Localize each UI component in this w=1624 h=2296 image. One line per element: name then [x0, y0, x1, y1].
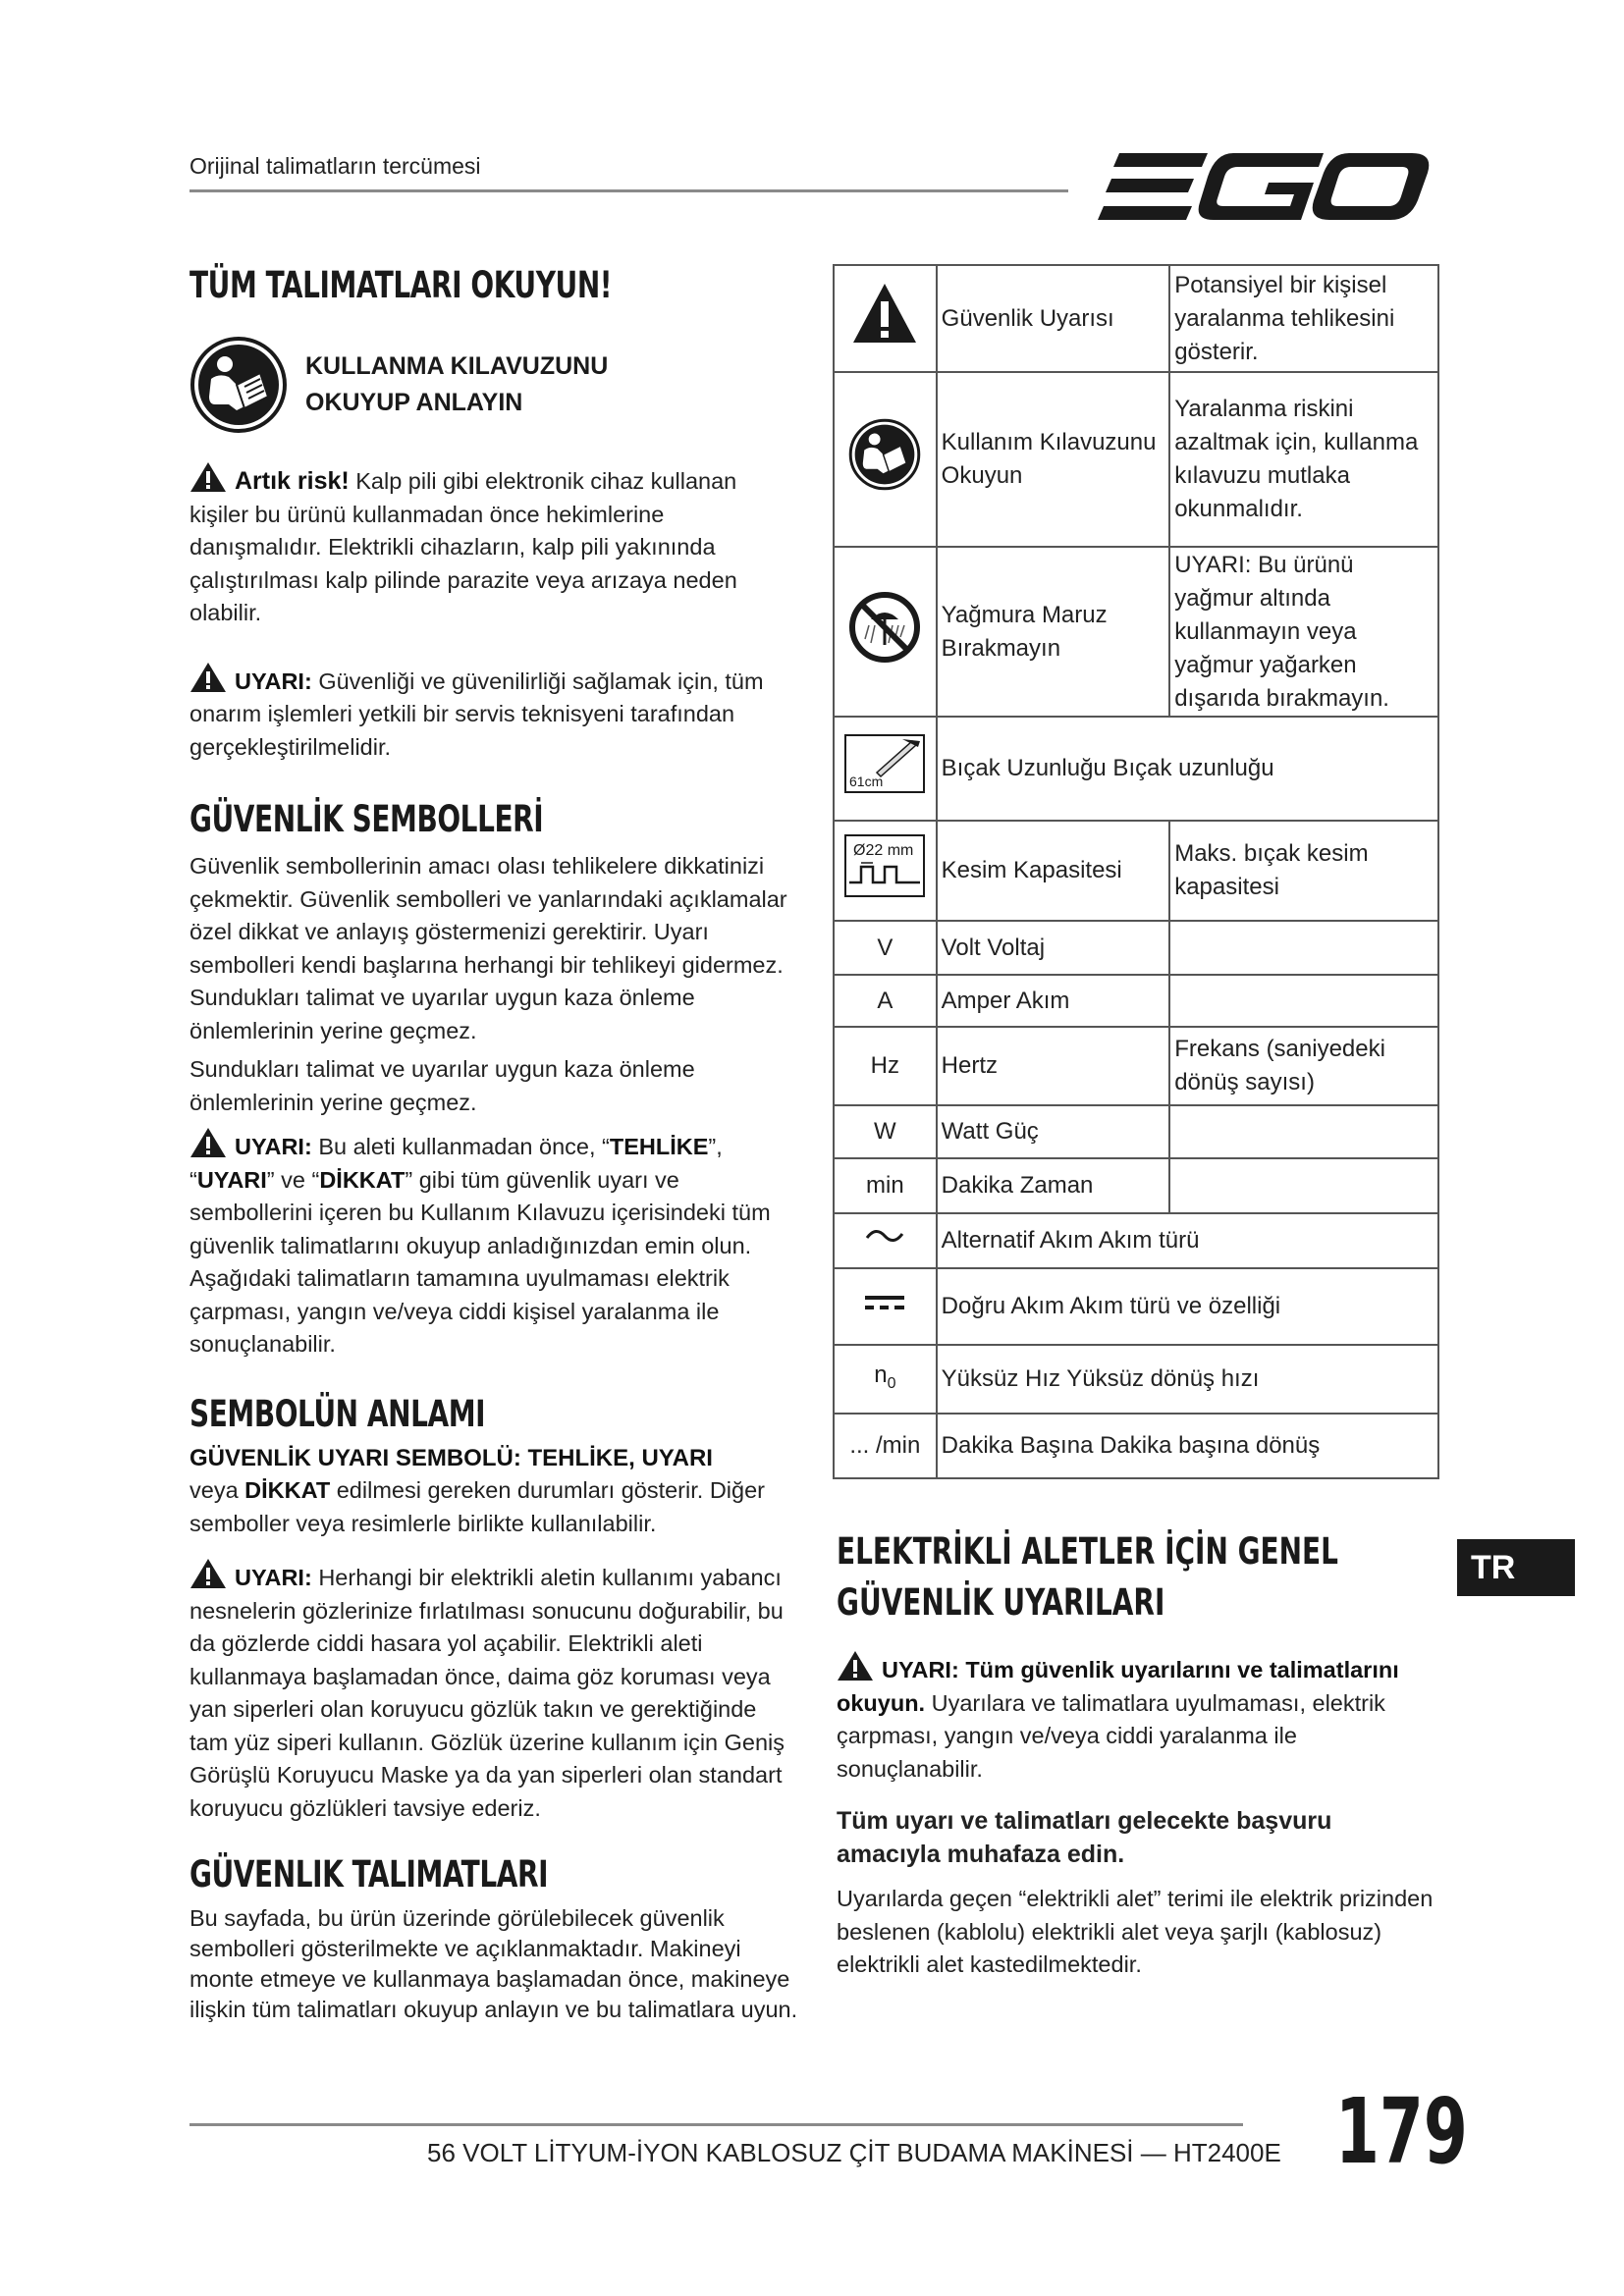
- symbol-name: Alternatif Akım Akım türü: [937, 1213, 1438, 1268]
- symbol-name: Yüksüz Hız Yüksüz dönüş hızı: [937, 1345, 1438, 1414]
- symbol-desc: Yaralanma riskini azaltmak için, kullanma kılavuzu mutlaka okunmalıdır.: [1169, 372, 1438, 547]
- table-row: [834, 1345, 1438, 1414]
- warning-term-warning: UYARI: [196, 1166, 267, 1193]
- symbol-name: Doğru Akım Akım türü ve özelliği: [937, 1268, 1438, 1345]
- symbol-code: A: [834, 975, 937, 1027]
- warning-lead: UYARI:: [235, 1134, 312, 1159]
- symbol-table: [833, 264, 1439, 1479]
- cutting-capacity-label: Ø22 mm: [853, 842, 914, 859]
- right-column: [837, 1526, 1440, 1982]
- language-badge: TR: [1457, 1539, 1575, 1596]
- safety-alert-icon: [850, 280, 919, 348]
- table-row: [834, 1105, 1438, 1158]
- symbol-desc: Potansiyel bir kişisel yaralanma tehlikesini gösterir.: [1169, 265, 1438, 372]
- symbol-code: Hz: [834, 1027, 937, 1105]
- symbol-code: min: [834, 1158, 937, 1213]
- warning-eye-protection-paragraph: [189, 1558, 798, 1825]
- warning-triangle-icon: [189, 1558, 227, 1589]
- symbol-meaning-a: veya: [189, 1477, 245, 1503]
- table-row: [834, 821, 1438, 921]
- blade-length-icon: [843, 733, 926, 794]
- symbol-name: Kesim Kapasitesi: [937, 821, 1170, 921]
- page-number: 179: [1335, 2079, 1468, 2184]
- safety-symbols-paragraph: Güvenlik sembollerinin amacı olası tehlikelere dikkatinizi çekmektir. Güvenlik sembolleri ve yanlarındaki açıklamalar özel dikkat ve anlayış göstermenizi gerektirir. Uyarı sembolleri kendi başlarına herhangi bir tehlikeyi gidermez. Sundukları talimat ve uyarılar uygun kaza önleme önlemlerinin yerine geçmez.: [189, 853, 787, 1043]
- heading-safety-instructions: GÜVENLIK TALIMATLARI: [189, 1852, 549, 1896]
- warning-eye-text: Herhangi bir elektrikli aletin kullanımı yabancı nesnelerin gözlerinize fırlatılması sonucunu doğurabilir, bu da gözlerde ciddi hasara yol açabilir. Elektrikli aleti kullanmaya başlamadan önce, daima göz koruması veya yan siperleri olan koruyucu gözlük takın ve gerektiğinde tam yüz siperi kullanın. Gözlük üzerine kullanım için Geniş Görüşlü Koruyucu Maske ya da yan siperleri olan standart koruyucu gözlükleri tavsiye ederiz.: [189, 1565, 785, 1821]
- residual-risk-text: Kalp pili gibi elektronik cihaz kullanan kişiler bu ürünü kullanmadan önce hekimlerine danışmalıdır. Elektrikli cihazların, kalp pili yakınında çalıştırılması kalp pilinde parazite veya arızaya neden olabilir.: [189, 468, 737, 625]
- heading-safety-symbols: GÜVENLİK SEMBOLLERİ: [189, 797, 544, 840]
- warning-term-caution: DİKKAT: [319, 1166, 406, 1193]
- symbol-code: n: [874, 1361, 888, 1388]
- symbol-name: Watt Güç: [937, 1105, 1170, 1158]
- symbol-name: Volt Voltaj: [937, 921, 1170, 975]
- warning-eye-lead: UYARI:: [235, 1565, 312, 1590]
- warning-general-lead: UYARI: Tüm güvenlik uyarılarını ve talimatlarını okuyun.: [837, 1657, 1399, 1716]
- symbol-name: Güvenlik Uyarısı: [937, 265, 1170, 372]
- table-row: [834, 1027, 1438, 1105]
- table-row: [834, 1268, 1438, 1345]
- table-row: [834, 547, 1438, 717]
- symbol-meaning-caution: DİKKAT: [244, 1477, 331, 1503]
- warning-general-text: Uyarılara ve talimatlara uyulmaması, elektrik çarpması, yangın ve/veya ciddi yaralanma ile sonuçlanabilir.: [837, 1689, 1385, 1782]
- read-manual-icon: [848, 418, 921, 491]
- footer-rule: [189, 2123, 1243, 2126]
- table-row: [834, 1414, 1438, 1478]
- header-rule: [189, 189, 1068, 192]
- symbol-code-sub: 0: [887, 1374, 896, 1392]
- warning-text-c: ”, “: [189, 1134, 723, 1193]
- symbol-name: Amper Akım: [937, 975, 1170, 1027]
- residual-risk-lead: Artık risk!: [235, 467, 350, 495]
- symbol-name: Hertz: [937, 1027, 1170, 1105]
- read-manual-line2: OKUYUP ANLAYIN: [305, 389, 523, 416]
- cutting-capacity-icon: [843, 833, 926, 898]
- safety-instructions-paragraph: Bu sayfada, bu ürün üzerinde görülebilecek güvenlik sembolleri gösterilmekte ve açıklanmaktadır. Makineyi monte etmeye ve kullanmaya başlamadan önce, makineye ilişkin tüm talimatları okuyup anlayın ve bu talimatlara uyun.: [189, 1905, 798, 2022]
- table-row: [834, 1213, 1438, 1268]
- symbol-name: Dakika Zaman: [937, 1158, 1170, 1213]
- symbol-code: V: [834, 921, 937, 975]
- footer-product: 56 VOLT LİTYUM-İYON KABLOSUZ ÇİT BUDAMA MAKİNESİ — HT2400E: [427, 2138, 1281, 2167]
- symbol-name: Yağmura Maruz Bırakmayın: [937, 547, 1170, 717]
- heading-symbol-meaning: SEMBOLÜN ANLAMI: [189, 1393, 486, 1435]
- table-row: [834, 717, 1438, 821]
- symbol-meaning-lead: GÜVENLİK UYARI SEMBOLÜ: TEHLİKE, UYARI: [189, 1444, 713, 1471]
- warning-term-danger: TEHLİKE: [609, 1134, 709, 1159]
- header-title: Orijinal talimatların tercümesi: [189, 153, 481, 179]
- direct-current-icon: [862, 1290, 907, 1313]
- keep-instructions-text: Tüm uyarı ve talimatları gelecekte başvuru amacıyla muhafaza edin.: [837, 1807, 1332, 1868]
- symbol-desc: Maks. bıçak kesim kapasitesi: [1169, 821, 1438, 921]
- warning-repair-lead: UYARI:: [235, 667, 312, 694]
- read-manual-line1: KULLANMA KILAVUZUNU: [305, 352, 609, 380]
- warning-repair-paragraph: [189, 662, 798, 765]
- table-row: [834, 372, 1438, 547]
- heading-general-safety: ELEKTRİKLİ ALETLER İÇİN GENEL GÜVENLİK UYARILARI: [837, 1530, 1338, 1624]
- table-row: [834, 265, 1438, 372]
- ego-logo-icon: [1098, 149, 1432, 226]
- warning-triangle-icon: [837, 1650, 874, 1682]
- warning-read-manual-paragraph: [189, 1127, 798, 1362]
- warning-general-paragraph: [837, 1650, 1440, 1786]
- warning-repair-text: Güvenliği ve güvenilirliği sağlamak için, tüm onarım işlemleri yetkili bir servis teknisyeni tarafından gerçekleştirilmelidir.: [189, 667, 764, 760]
- table-row: [834, 1158, 1438, 1213]
- blade-length-label: 61cm: [849, 774, 884, 789]
- symbol-desc: UYARI: Bu ürünü yağmur altında kullanmayın veya yağmur yağarken dışarıda bırakmayın.: [1169, 547, 1438, 717]
- no-rain-icon: [847, 590, 922, 665]
- symbol-code: W: [834, 1105, 937, 1158]
- warning-text-a: Bu aleti kullanmadan önce, “: [311, 1134, 610, 1159]
- heading-read-all: TÜM TALIMATLARI OKUYUN!: [189, 263, 613, 306]
- warning-text-e: ” ve “: [266, 1166, 320, 1193]
- warning-text-g: ” gibi tüm güvenlik uyarı ve sembollerini içeren bu Kullanım Kılavuzu içerisindeki tüm güvenlik talimatlarını okuyup anladığınızdan emin olun. Aşağıdaki talimatların tamamına uyulmaması elektrik çarpması, yangın ve/veya ciddi kişisel yaralanma ile sonuçlanabilir.: [189, 1166, 771, 1357]
- left-column: [189, 257, 798, 2025]
- alternating-current-icon: [863, 1224, 906, 1248]
- symbol-code: ... /min: [834, 1414, 937, 1478]
- warning-triangle-icon: [189, 662, 227, 693]
- read-manual-icon: [189, 336, 288, 434]
- residual-risk-paragraph: [189, 461, 798, 630]
- symbol-meaning-c: edilmesi gereken durumları gösterir. Diğer semboller veya resimlerle birlikte kullanılabilir.: [189, 1477, 765, 1536]
- table-row: [834, 921, 1438, 975]
- safety-symbols-paragraph-2: Sundukları talimat ve uyarılar uygun kaza önleme önlemlerinin yerine geçmez.: [189, 1056, 695, 1115]
- power-tool-definition-text: Uyarılarda geçen “elektrikli alet” terimi ile elektrik prizinden beslenen (kablolu) elektrikli alet veya şarjlı (kablosuz) elektrikli alet kastedilmektedir.: [837, 1886, 1434, 1977]
- table-row: [834, 975, 1438, 1027]
- read-manual-block: [189, 336, 798, 434]
- symbol-name: Dakika Başına Dakika başına dönüş: [937, 1414, 1438, 1478]
- warning-triangle-icon: [189, 461, 227, 493]
- symbol-name: Kullanım Kılavuzunu Okuyun: [937, 372, 1170, 547]
- symbol-name: Bıçak Uzunluğu Bıçak uzunluğu: [937, 717, 1438, 821]
- symbol-desc: Frekans (saniyedeki dönüş sayısı): [1169, 1027, 1438, 1105]
- symbol-meaning-paragraph: [189, 1442, 798, 1541]
- warning-triangle-icon: [189, 1127, 227, 1158]
